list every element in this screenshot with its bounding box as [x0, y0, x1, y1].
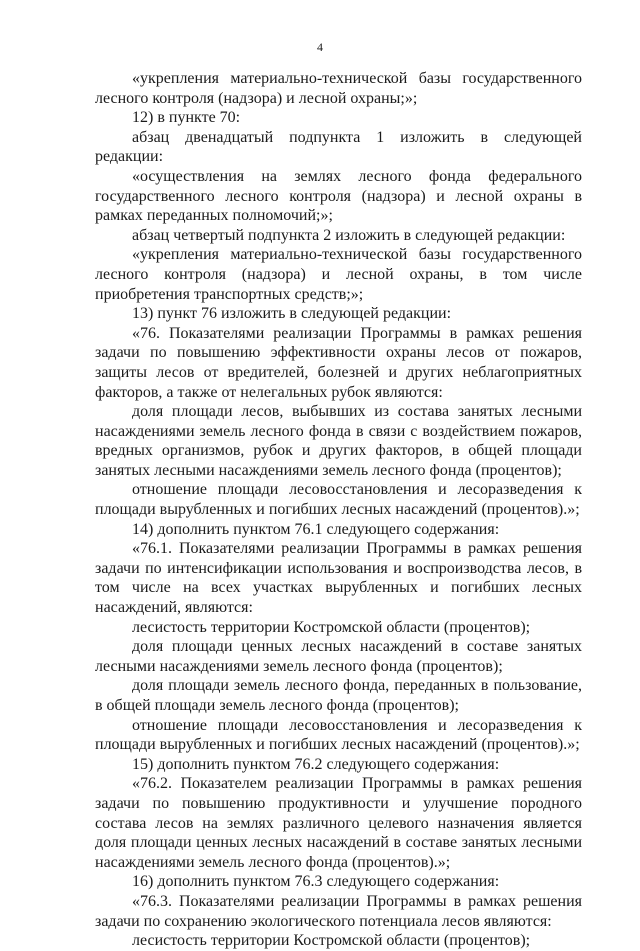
paragraph: лесистость территории Костромской области (процентов); [132, 932, 531, 950]
paragraph: доля площади ценных лесных насаждений в составе занятых лесными насаждениями земель лесного фонда (процентов); [95, 638, 582, 675]
paragraph: 14) дополнить пунктом 76.1 следующего содержания: [132, 520, 500, 538]
paragraph: 12) в пункте 70: [132, 109, 241, 127]
paragraph: отношение площади лесовосстановления и лесоразведения к площади вырубленных и погибших лесных насаждений (процентов).»; [95, 716, 582, 754]
paragraph: отношение площади лесовосстановления и лесоразведения к площади вырубленных и погибших лесных насаждений (процентов).»; [95, 481, 582, 519]
paragraph: лесистость территории Костромской области (процентов); [132, 618, 531, 636]
paragraph: «укрепления материально-технической базы государственного лесного контроля (надзора) и лесной охраны, в том числе приобретения транспортных средств;»; [95, 246, 582, 303]
paragraph: абзац четвертый подпункта 2 изложить в следующей редакции: [132, 226, 566, 244]
paragraph: 13) пункт 76 изложить в следующей редакции: [132, 305, 452, 323]
paragraph: «76. Показателями реализации Программы в рамках решения задачи по повышению эффективности охраны лесов от пожаров, защиты лесов от вредителей, болезней и других неблагоприятных факторов, а также от нелегальных рубок являются: [95, 324, 582, 401]
paragraph: «76.3. Показателями реализации Программы в рамках решения задачи по сохранению экологического потенциала лесов являются: [95, 892, 582, 930]
paragraph: доля площади лесов, выбывших из состава занятых лесными насаждениями земель лесного фонда в связи с воздействием пожаров, вредных организмов, рубок и других факторов, в общей площади занятых лесными насаждениями земель лесного фонда (процентов); [95, 403, 582, 479]
paragraph: абзац двенадцатый подпункта 1 изложить в следующей редакции: [95, 128, 582, 166]
paragraph: 16) дополнить пунктом 76.3 следующего содержания: [132, 873, 500, 891]
page-number: 4 [317, 40, 323, 54]
paragraph: «укрепления материально-технической базы государственного лесного контроля (надзора) и лесной охраны;»; [95, 70, 582, 107]
paragraph: «76.2. Показателем реализации Программы в рамках решения задачи по повышению продуктивности и улучшение породного состава лесов на землях различного целевого назначения является доля площади ценных лесных насаждений в составе занятых лесными насаждениями земель лесного фонда (процентов).»; [95, 775, 582, 871]
paragraph: «76.1. Показателями реализации Программы в рамках решения задачи по интенсификации использования и воспроизводства лесов, в том числе на всех участках вырубленных и погибших лесных насаждений, являются: [95, 540, 582, 617]
paragraph: доля площади земель лесного фонда, переданных в пользование, в общей площади земель лесного фонда (процентов); [95, 677, 582, 714]
paragraph: 15) дополнить пунктом 76.2 следующего содержания: [132, 755, 500, 773]
document-body [95, 69, 582, 951]
paragraph: «осуществления на землях лесного фонда федерального государственного лесного контроля (надзора) и лесной охраны в рамках переданных полномочий;»; [95, 167, 582, 225]
